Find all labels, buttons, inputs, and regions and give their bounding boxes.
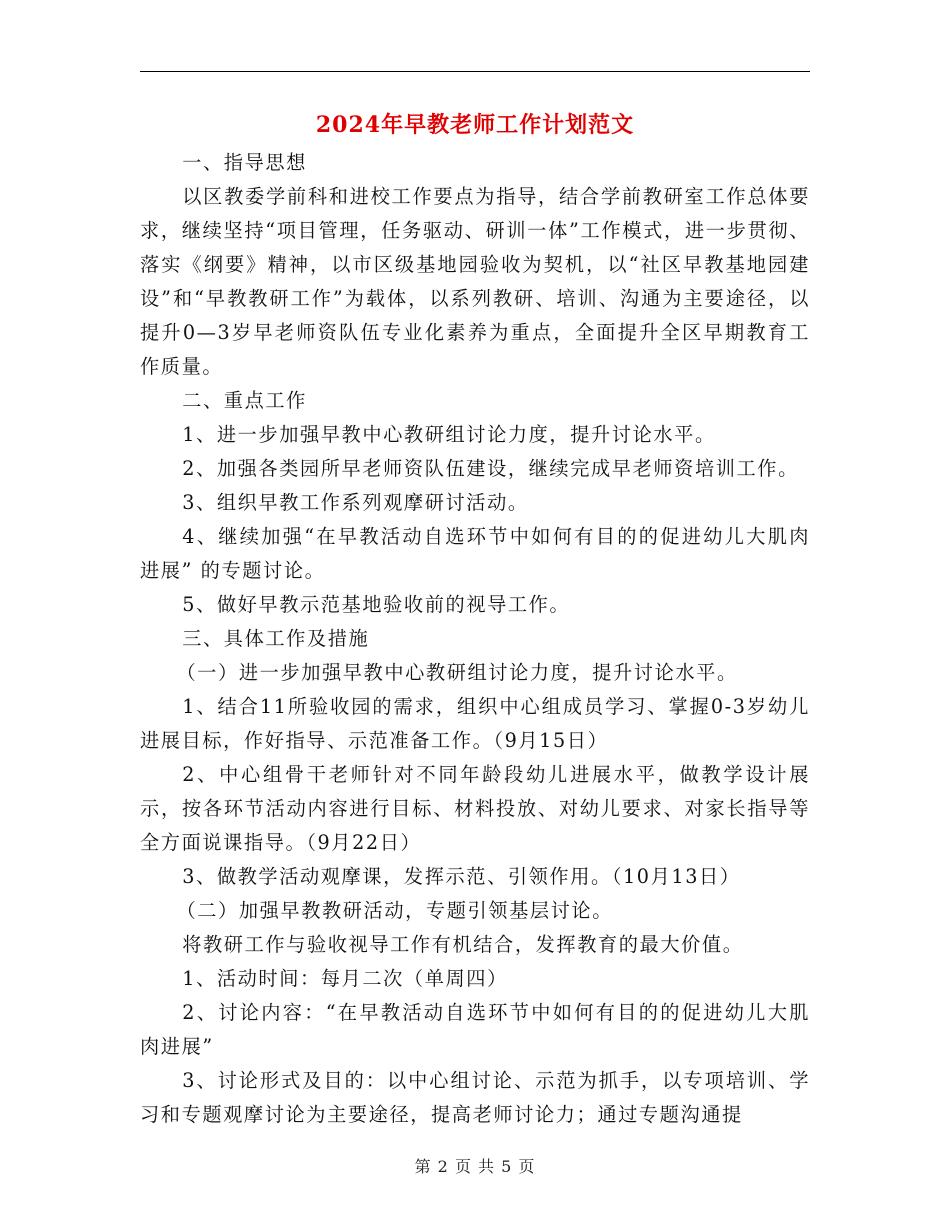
list-item: 2、中心组骨干老师针对不同年龄段幼儿进展水平，做教学设计展示，按各环节活动内容进行目标、材料投放、对幼儿要求、对家长指导等全方面说课指导。（9月22日）: [140, 763, 810, 854]
list-item: 1、活动时间：每月二次（单周四）: [182, 967, 508, 990]
list-item: 2、加强各类园所早老师资队伍建设，继续完成早老师资培训工作。: [182, 457, 799, 480]
page-footer: 第 2 页 共 5 页: [414, 1157, 536, 1176]
section-heading-3: 三、具体工作及措施: [182, 627, 370, 650]
list-item: 3、组织早教工作系列观摩研讨活动。: [182, 491, 529, 514]
list-item: 1、结合11所验收园的需求，组织中心组成员学习、掌握0-3岁幼儿进展目标，作好指导、示范准备工作。（9月15日）: [140, 695, 810, 752]
paragraph: 以区教委学前科和进校工作要点为指导，结合学前教研室工作总体要求，继续坚持“项目管理，任务驱动、研训一体”工作模式，进一步贯彻、落实《纲要》精神，以市区级基地园验收为契机，以“社区早教基地园建设”和“早教教研工作”为载体，以系列教研、培训、沟通为主要途径，以提升0—3岁早老师资队伍专业化素养为重点，全面提升全区早期教育工作质量。: [140, 185, 810, 378]
list-item: 1、进一步加强早教中心教研组讨论力度，提升讨论水平。: [182, 423, 716, 446]
list-item: 3、做教学活动观摩课，发挥示范、引领作用。（10月13日）: [182, 865, 741, 888]
section-heading-1: 一、指导思想: [182, 151, 307, 174]
header-rule: [140, 71, 810, 72]
subsection-heading: （二）加强早教教研活动，专题引领基层讨论。: [176, 899, 614, 922]
list-item: 4、继续加强“在早教活动自选环节中如何有目的的促进幼儿大肌肉进展” 的专题讨论。: [140, 525, 810, 582]
list-item: 2、讨论内容：“在早教活动自选环节中如何有目的的促进幼儿大肌肉进展”: [140, 1001, 810, 1058]
list-item: 3、讨论形式及目的：以中心组讨论、示范为抓手，以专项培训、学习和专题观摩讨论为主要途径，提高老师讨论力；通过专题沟通提: [140, 1069, 810, 1126]
paragraph: 将教研工作与验收视导工作有机结合，发挥教育的最大价值。: [182, 933, 744, 956]
document-body: [140, 146, 810, 1132]
subsection-heading: （一）进一步加强早教中心教研组讨论力度，提升讨论水平。: [176, 661, 738, 684]
list-item: 5、做好早教示范基地验收前的视导工作。: [182, 593, 571, 616]
section-heading-2: 二、重点工作: [182, 389, 307, 412]
document-title: 2024年早教老师工作计划范文: [315, 112, 635, 138]
